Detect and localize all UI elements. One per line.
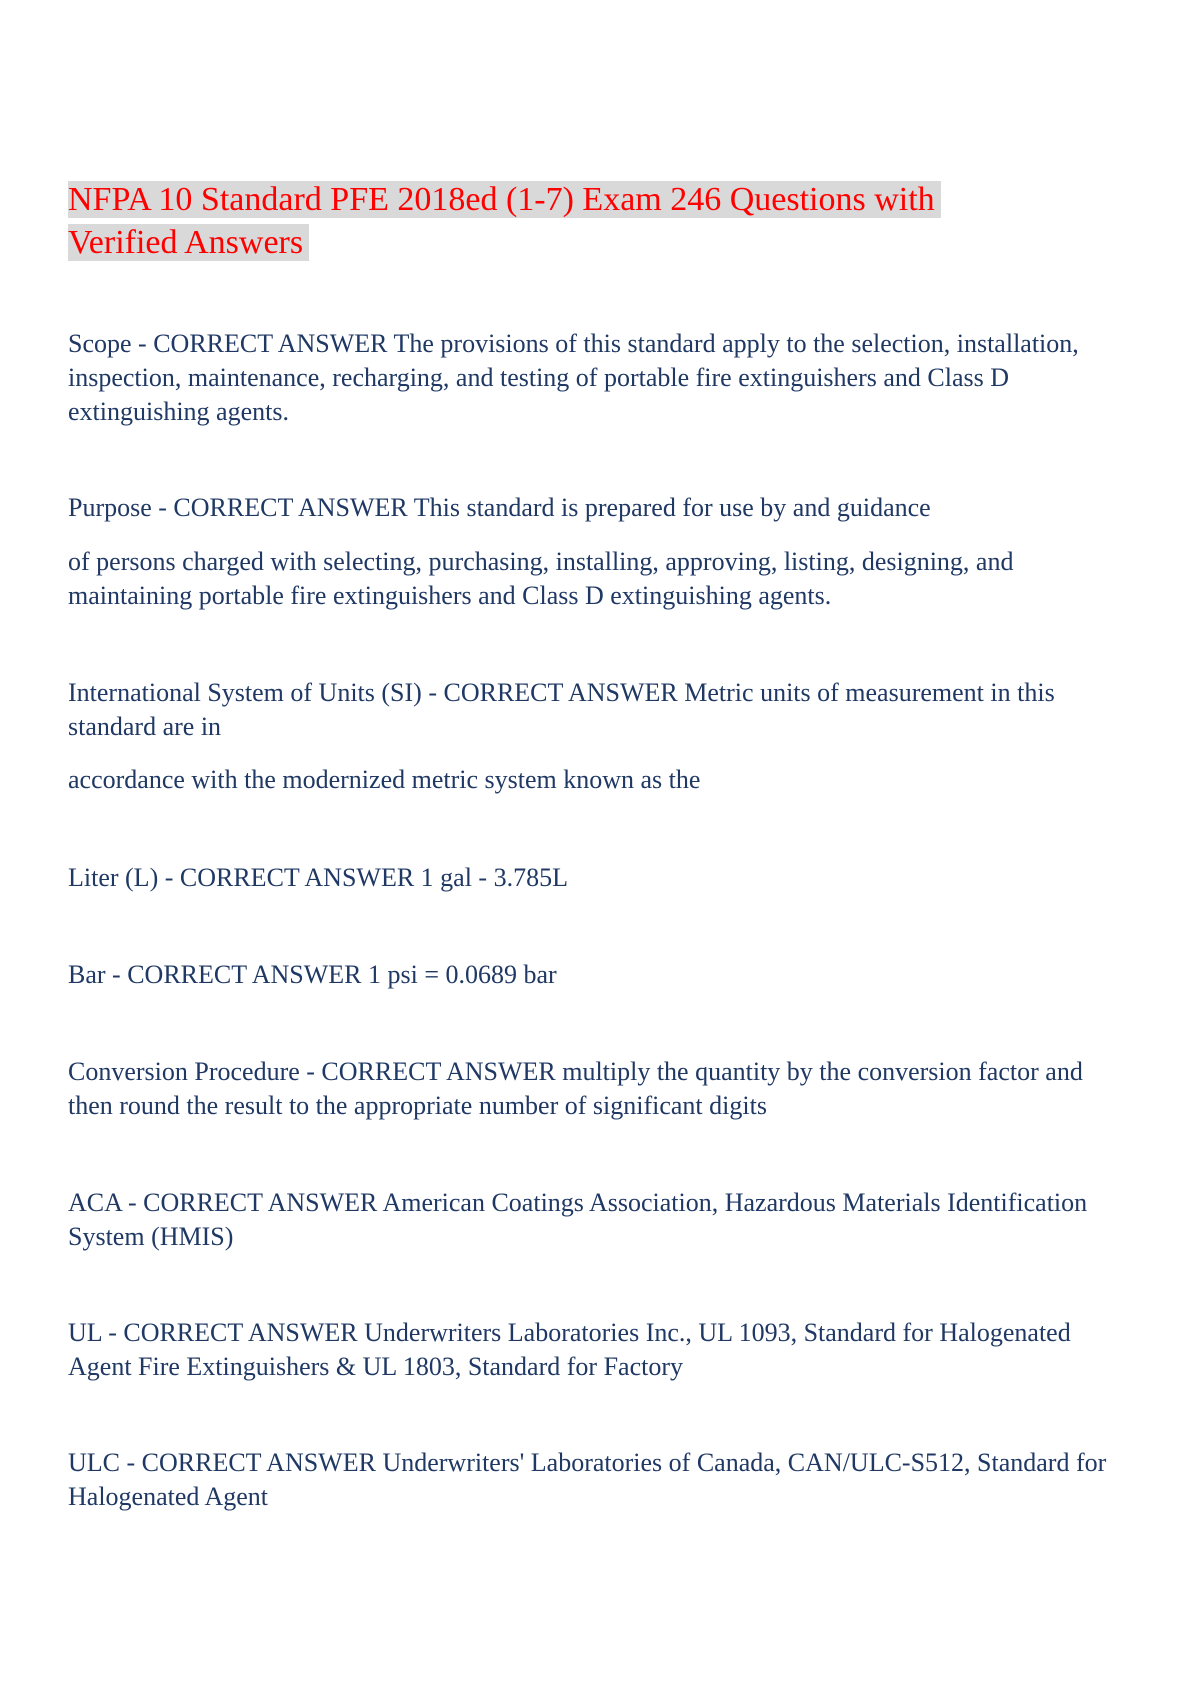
title-text: NFPA 10 Standard PFE 2018ed (1-7) Exam 246 Questions with Verified Answers	[68, 181, 941, 261]
qa-si-units-line-1: International System of Units (SI) - CORRECT ANSWER Metric units of measurement in this standard are in	[68, 678, 1055, 741]
qa-aca: ACA - CORRECT ANSWER American Coatings Association, Hazardous Materials Identification System (HMIS)	[68, 1188, 1088, 1251]
document-title	[68, 178, 1028, 264]
qa-liter: Liter (L) - CORRECT ANSWER 1 gal - 3.785L	[68, 863, 568, 892]
qa-scope: Scope - CORRECT ANSWER The provisions of this standard apply to the selection, installation, inspection, maintenance, recharging, and testing of portable fire extinguishers and Class D extinguishing agents.	[68, 329, 1079, 426]
qa-ulc: ULC - CORRECT ANSWER Underwriters' Laboratories of Canada, CAN/ULC-S512, Standard for Halogenated Agent	[68, 1448, 1107, 1511]
qa-purpose-line-2: of persons charged with selecting, purchasing, installing, approving, listing, designing, and maintaining portable fire extinguishers and Class D extinguishing agents.	[68, 547, 1014, 610]
qa-ul: UL - CORRECT ANSWER Underwriters Laboratories Inc., UL 1093, Standard for Halogenated Agent Fire Extinguishers & UL 1803, Standard for Factory	[68, 1318, 1071, 1381]
qa-si-units-line-2: accordance with the modernized metric system known as the	[68, 765, 701, 794]
qa-conversion-procedure: Conversion Procedure - CORRECT ANSWER multiply the quantity by the conversion factor and then round the result to the appropriate number of significant digits	[68, 1057, 1083, 1120]
qa-purpose-line-1: Purpose - CORRECT ANSWER This standard is prepared for use by and guidance	[68, 493, 931, 522]
qa-bar: Bar - CORRECT ANSWER 1 psi = 0.0689 bar	[68, 960, 557, 989]
